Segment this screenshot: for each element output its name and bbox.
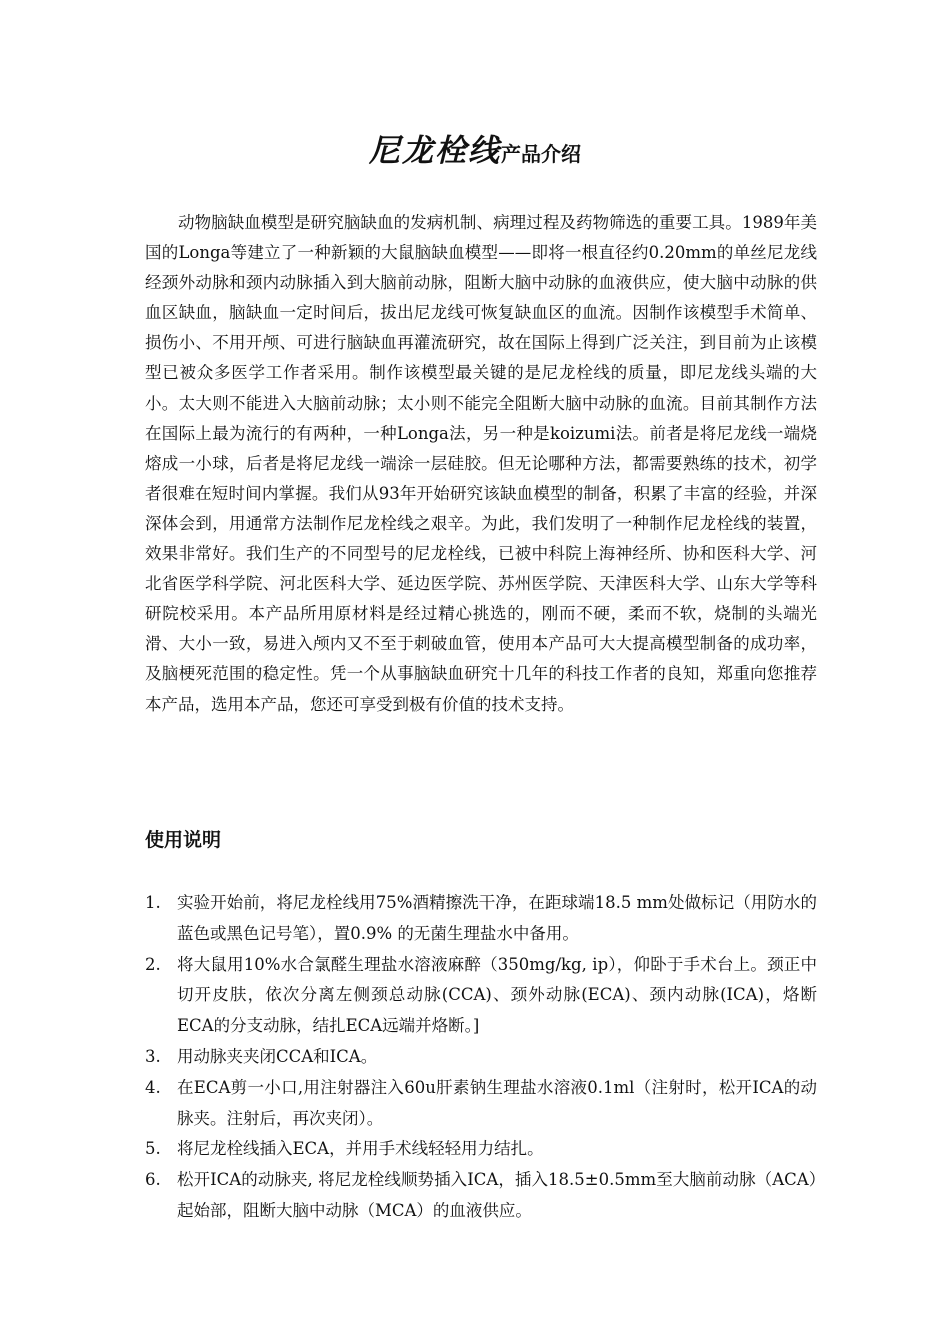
step-number: 5. [145, 1139, 161, 1159]
instruction-step [145, 950, 817, 1042]
step-number: 3. [145, 1046, 161, 1066]
step-text: 松开ICA的动脉夹, 将尼龙栓线顺势插入ICA，插入18.5±0.5mm至大脑前动脉（ACA）起始部，阻断大脑中动脉（MCA）的血液供应。 [177, 1170, 817, 1220]
step-number: 4. [145, 1077, 161, 1097]
document-title [0, 128, 950, 176]
step-number: 6. [145, 1170, 161, 1190]
step-text: 在ECA剪一小口,用注射器注入60u肝素钠生理盐水溶液0.1ml（注射时，松开ICA的动脉夹。注射后，再次夹闭）。 [177, 1077, 817, 1128]
step-number: 2. [145, 954, 161, 974]
step-text: 用动脉夹夹闭CCA和ICA。 [177, 1046, 378, 1066]
instruction-step [145, 1134, 817, 1165]
intro-paragraph: 动物脑缺血模型是研究脑缺血的发病机制、病理过程及药物筛选的重要工具。1989年美国的Longa等建立了一种新颖的大鼠脑缺血模型——即将一根直径约0.20mm的单丝尼龙线经颈外动脉和颈内动脉插入到大脑前动脉，阻断大脑中动脉的血液供应，使大脑中动脉的供血区缺血，脑缺血一定时间后，拔出尼龙线可恢复缺血区的血流。因制作该模型手术简单、损伤小、不用开颅、可进行脑缺血再灌流研究，故在国际上得到广泛关注，到目前为止该模型已被众多医学工作者采用。制作该模型最关键的是尼龙栓线的质量，即尼龙线头端的大小。太大则不能进入大脑前动脉；太小则不能完全阻断大脑中动脉的血流。目前其制作方法在国际上最为流行的有两种，一种Longa法，另一种是koizumi法。前者是将尼龙线一端烧熔成一小球，后者是将尼龙线一端涂一层硅胶。但无论哪种方法，都需要熟练的技术，初学者很难在短时间内掌握。我们从93年开始研究该缺血模型的制备，积累了丰富的经验，并深深体会到，用通常方法制作尼龙栓线之艰辛。为此，我们发明了一种制作尼龙栓线的装置，效果非常好。我们生产的不同型号的尼龙栓线，已被中科院上海神经所、协和医科大学、河北省医学科学院、河北医科大学、延边医学院、苏州医学院、天津医科大学、山东大学等科研院校采用。本产品所用原材料是经过精心挑选的，刚而不硬，柔而不软，烧制的头端光滑、大小一致，易进入颅内又不至于刺破血管，使用本产品可大大提高模型制备的成功率，及脑梗死范围的稳定性。凭一个从事脑缺血研究十几年的科技工作者的良知，郑重向您推荐本产品，选用本产品，您还可享受到极有价值的技术支持。 [145, 213, 817, 714]
step-number: 1. [145, 893, 161, 912]
instruction-step [145, 1073, 817, 1135]
title-subtitle: 产品介绍 [501, 142, 581, 166]
instructions-heading: 使用说明 [145, 829, 222, 851]
instruction-step [145, 1165, 817, 1227]
title-product-name: 尼龙栓线 [369, 133, 501, 169]
step-text: 将尼龙栓线插入ECA，并用手术线轻轻用力结扎。 [177, 1139, 544, 1159]
instruction-step [145, 888, 817, 950]
instruction-step [145, 1042, 817, 1073]
step-text: 将大鼠用10%水合氯醛生理盐水溶液麻醉（350mg/kg, ip），仰卧于手术台上。颈正中切开皮肤，依次分离左侧颈总动脉(CCA)、颈外动脉(ECA)、颈内动脉(ICA)，烙断ECA的分支动脉，结扎ECA远端并烙断。] [177, 954, 817, 1036]
step-text: 实验开始前，将尼龙栓线用75%酒精擦洗干净，在距球端18.5 mm处做标记（用防水的蓝色或黑色记号笔），置0.9% 的无菌生理盐水中备用。 [177, 893, 817, 943]
instructions-list [145, 888, 817, 1227]
